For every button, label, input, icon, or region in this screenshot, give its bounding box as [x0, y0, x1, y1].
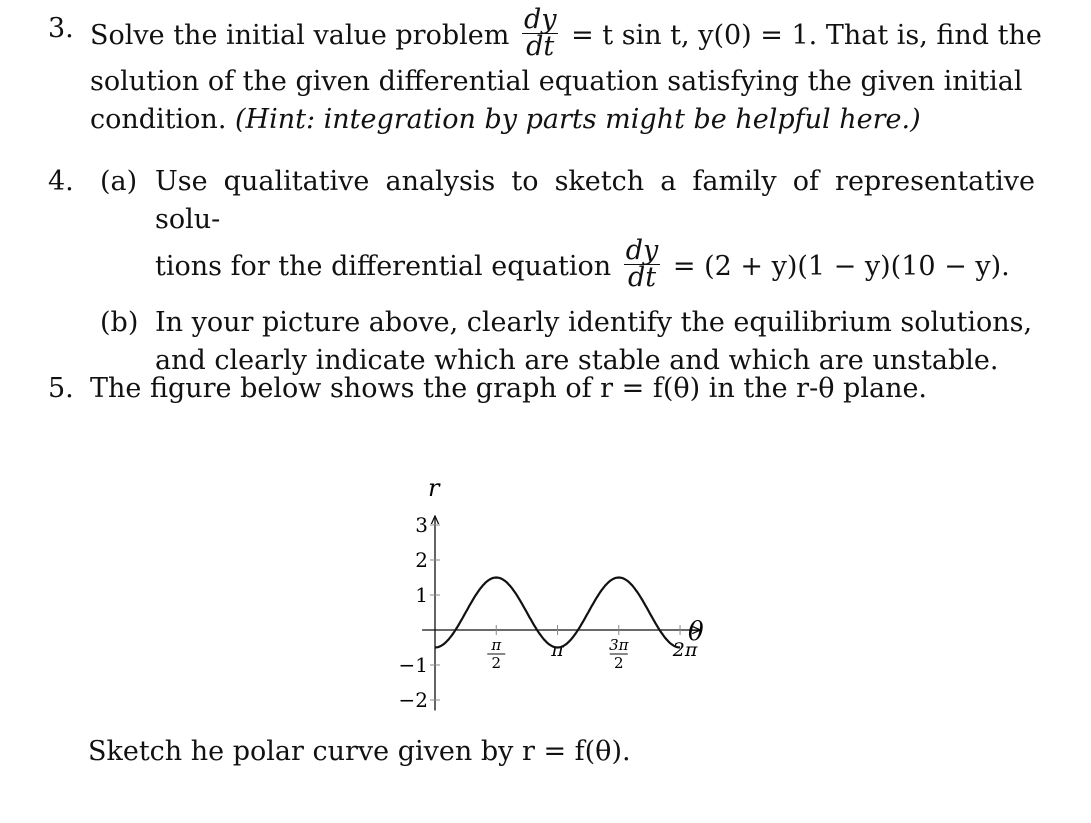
axes — [422, 516, 700, 711]
part-a-label: (a) — [100, 166, 138, 197]
problem-3-line-3 — [90, 101, 1050, 139]
x-tick-label: 2π — [672, 639, 698, 661]
fraction-denominator: dt — [627, 262, 657, 293]
problem-number: 5. — [48, 373, 74, 404]
part-b-line-1: In your picture above, clearly identify the equilibrium solutions, — [155, 307, 1033, 338]
problem-3-hint: (Hint: integration by parts might be helpful here.) — [235, 104, 921, 135]
problem-5-body — [90, 370, 1050, 408]
problem-3 — [48, 4, 1050, 139]
y-tick-label: 3 — [415, 513, 428, 537]
fraction-denominator: dt — [526, 31, 555, 62]
svg-text:3π: 3π — [609, 636, 629, 654]
derivative-fraction — [624, 235, 661, 293]
y-tick-label: −1 — [398, 653, 428, 677]
y-tick-label: −2 — [398, 688, 428, 712]
problem-5-text: The figure below shows the graph of r = f(θ) in the r-θ plane. — [90, 373, 928, 404]
problem-3-intro: Solve the initial value problem — [90, 20, 510, 51]
problem-number: 3. — [48, 13, 74, 44]
x-axis-label: θ — [688, 617, 704, 647]
problem-3-body — [90, 4, 1050, 139]
y-tick-label: 2 — [415, 548, 428, 572]
part-b-text — [155, 304, 1035, 380]
part-b-line-2: and clearly indicate which are stable and which are unstable. — [155, 345, 999, 376]
fraction-numerator: dy — [523, 4, 557, 35]
r-theta-graph — [390, 470, 750, 730]
derivative-fraction — [522, 4, 559, 62]
curve-layer — [435, 577, 680, 647]
problem-number: 4. — [48, 166, 74, 197]
svg-text:π: π — [491, 636, 502, 654]
curve-r-of-theta — [435, 578, 680, 648]
problem-4-body — [100, 163, 1050, 380]
part-a-text — [155, 163, 1035, 294]
problem-3-line-2: solution of the given differential equation satisfying the given initial — [90, 66, 1023, 97]
y-axis-label: r — [428, 474, 440, 502]
problem-3-line-1 — [90, 4, 1050, 63]
sketch-instruction: Sketch he polar curve given by r = f(θ). — [88, 736, 631, 767]
x-tick-label — [609, 636, 630, 672]
part-b — [100, 304, 1050, 380]
problem-3-equation: = t sin t, y(0) = 1. That is, find the — [571, 20, 1042, 51]
svg-text:2: 2 — [491, 654, 502, 672]
y-tick-label: 1 — [415, 583, 428, 607]
problem-3-condition: condition. — [90, 104, 227, 135]
tick-marks — [399, 513, 698, 712]
fraction-numerator: dy — [625, 235, 659, 266]
part-a — [100, 163, 1050, 294]
problem-4 — [48, 163, 1050, 380]
svg-text:2: 2 — [614, 654, 624, 672]
part-a-prefix: tions for the differential equation — [155, 251, 612, 282]
part-a-line-2 — [155, 235, 1035, 294]
x-tick-label: π — [551, 639, 564, 661]
part-a-equation: = (2 + y)(1 − y)(10 − y). — [672, 251, 1010, 282]
problem-5 — [48, 370, 1050, 408]
x-tick-label — [487, 636, 505, 672]
part-b-label: (b) — [100, 307, 139, 338]
part-a-line-1: Use qualitative analysis to sketch a family of representative solu- — [155, 166, 1035, 235]
